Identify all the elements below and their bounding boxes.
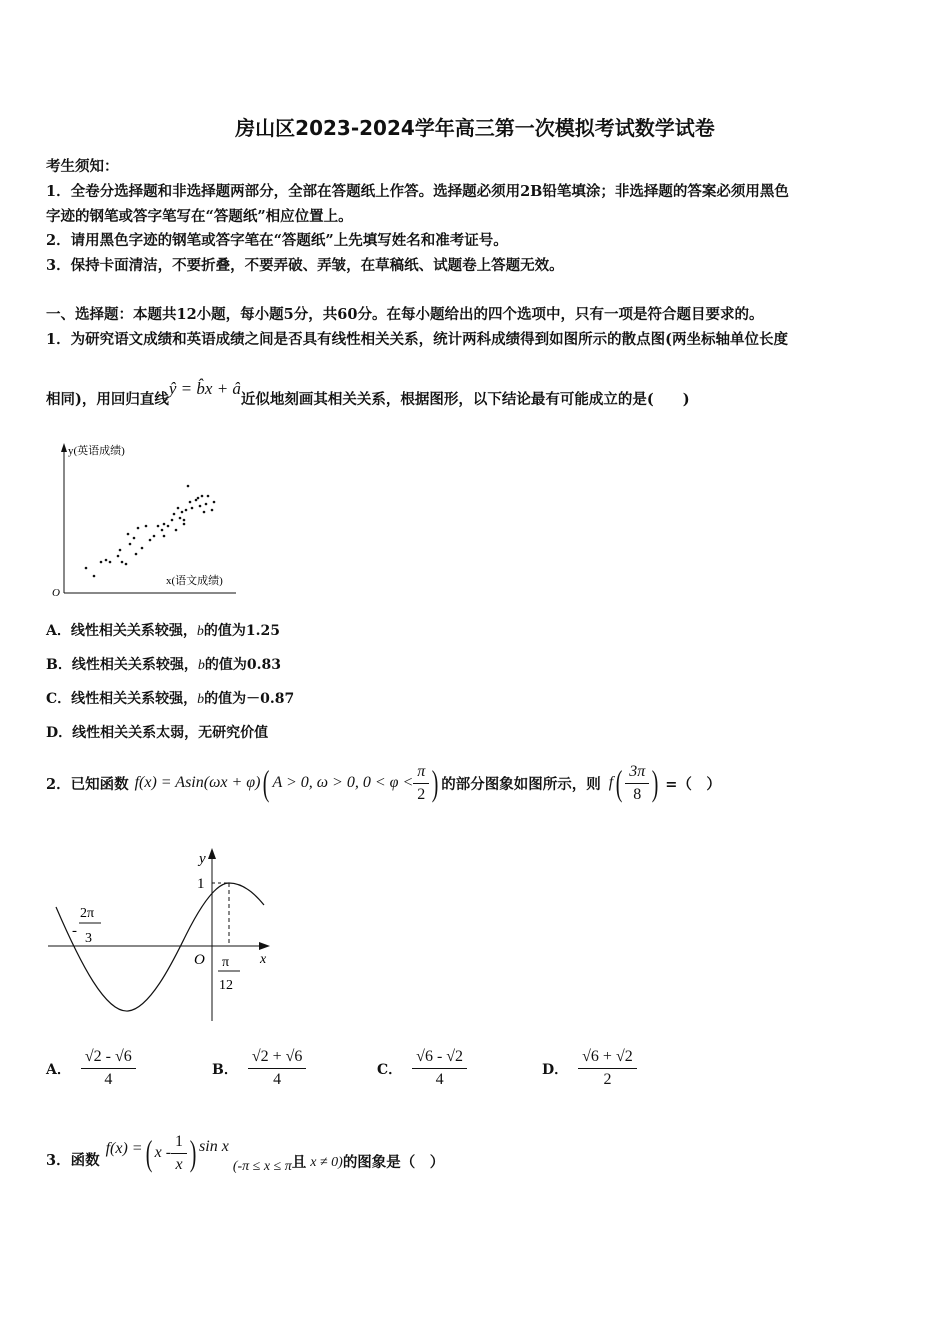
q1-scatter-point	[187, 485, 190, 488]
q1-scatter-point	[100, 561, 103, 564]
q2-tick1-num: 2π	[80, 906, 95, 921]
q2-arg-num: 3π	[625, 763, 649, 784]
q2-option-a-letter: A．	[46, 1061, 71, 1078]
q2-origin: O	[194, 952, 205, 968]
q2-option-c-num: √6 - √2	[412, 1048, 467, 1069]
q3-stem-post: 的图象是（ ）	[342, 1153, 445, 1171]
q2-y-arrow	[208, 848, 216, 859]
q1-scatter-point	[161, 529, 164, 532]
q1-scatter-point	[205, 503, 208, 506]
q1-scatter-point	[163, 523, 166, 526]
q2-option-c-frac	[412, 1048, 467, 1089]
q1-y-arrow	[61, 443, 67, 452]
q2-option-d-den: 2	[603, 1071, 612, 1088]
q1-option-c-value: 的值为－0.87	[204, 691, 295, 707]
q2-neg-sign: -	[72, 923, 77, 939]
q1-option-c[interactable]	[46, 688, 294, 708]
q1-ylabel: y(英语成绩)	[68, 445, 125, 457]
q2-cond-den: 2	[417, 785, 426, 803]
q1-xlabel: x(语文成绩)	[166, 575, 223, 587]
q1-option-c-letter: C．	[46, 691, 72, 707]
q1-scatter-point	[157, 525, 160, 528]
q1-option-d-letter: D．	[46, 725, 73, 741]
q1-option-d-text: 线性相关关系太弱，无研究价值	[72, 725, 269, 741]
q2-func: f(x) = Asin(ωx + φ)	[134, 774, 261, 791]
q2-option-a-den: 4	[104, 1071, 113, 1088]
q2-option-d-num: √6 + √2	[578, 1048, 637, 1069]
q1-scatter-point	[145, 525, 148, 528]
q1-option-b[interactable]	[46, 654, 281, 674]
q1-option-d[interactable]	[46, 722, 268, 742]
q1-scatter-point	[125, 563, 128, 566]
q1-scatter-point	[121, 561, 124, 564]
q2-option-b[interactable]	[212, 1048, 306, 1089]
q1-scatter-point	[183, 519, 186, 522]
q2-arg-paren-open: (	[615, 763, 623, 803]
q1-scatter-plot	[46, 438, 246, 603]
q1-scatter-point	[181, 511, 184, 514]
q2-option-c[interactable]	[377, 1048, 467, 1089]
q1-option-a-var: b	[196, 624, 204, 639]
q2-stem-mid: 的部分图象如图所示，则	[441, 775, 601, 793]
q1-scatter-point	[119, 549, 122, 552]
q2-option-c-den: 4	[435, 1071, 444, 1088]
q3-paren-close: )	[189, 1133, 197, 1173]
q1-scatter-point	[153, 535, 156, 538]
q2-f: f	[608, 774, 614, 791]
q2-cond-frac	[413, 763, 429, 804]
q1-scatter-point	[211, 509, 214, 512]
q1-scatter-point	[141, 547, 144, 550]
q2-one-label: 1	[197, 876, 205, 892]
q1-scatter-point	[195, 499, 198, 502]
q1-scatter-point	[137, 527, 140, 530]
notice-item-2: 2．请用黑色字迹的钢笔或答字笔在“答题纸”上先填写姓名和准考证号。	[46, 232, 508, 249]
q2-x-arrow	[259, 942, 270, 950]
q3-f: f(x) =	[105, 1140, 143, 1157]
q1-scatter-point	[185, 509, 188, 512]
q2-arg-den: 8	[633, 785, 642, 803]
q1-scatter-point	[191, 507, 194, 510]
q2-cond: A > 0, ω > 0, 0 < φ <	[272, 774, 414, 791]
q1-scatter-point	[135, 553, 138, 556]
q1-scatter-point	[171, 519, 174, 522]
q1-option-b-text: 线性相关关系较强，	[71, 657, 198, 673]
q2-option-a[interactable]	[46, 1048, 136, 1089]
q1-scatter-point	[203, 511, 206, 514]
q2-stem	[46, 758, 721, 808]
q1-scatter-point	[179, 517, 182, 520]
q1-scatter-point	[93, 575, 96, 578]
q1-stem-post: 近似地刻画其相关关系，根据图形，以下结论最有可能成立的是( )	[240, 391, 690, 408]
q1-option-c-text: 线性相关关系较强，	[71, 691, 198, 707]
q1-scatter-point	[167, 525, 170, 528]
q1-scatter-point	[129, 543, 132, 546]
notice-item-1a: 1．全卷分选择题和非选择题两部分，全部在答题纸上作答。选择题必须用2B铅笔填涂；非选择题的答案必须用黑色	[46, 183, 789, 200]
q2-tick2-num: π	[222, 955, 230, 970]
q2-option-b-letter: B．	[212, 1061, 238, 1078]
q1-stem-pre: 相同)，用回归直线	[46, 391, 169, 408]
q3-frac	[171, 1133, 187, 1174]
q2-x-label: x	[260, 952, 267, 967]
q2-option-b-num: √2 + √6	[248, 1048, 307, 1069]
q1-option-b-var: b	[197, 658, 205, 673]
q3-paren-open: (	[145, 1133, 152, 1173]
q3-stem-pre: 3．函数	[46, 1151, 100, 1169]
q1-option-a-text: 线性相关关系较强，	[70, 623, 197, 639]
q1-regression-eq: ŷ = b̂x + â	[168, 379, 241, 398]
q2-arg-paren-close: )	[651, 763, 659, 803]
q3-and: 且	[291, 1153, 307, 1171]
q1-option-b-value: 的值为0.83	[204, 657, 281, 673]
q1-option-a[interactable]	[46, 620, 280, 640]
q1-scatter-point	[177, 507, 180, 510]
q3-stem	[46, 1132, 444, 1186]
q2-tick2-den: 12	[219, 978, 233, 993]
q1-scatter-point	[149, 539, 152, 542]
q2-option-d-frac	[578, 1048, 637, 1089]
q1-scatter-point	[173, 513, 176, 516]
q1-scatter-point	[199, 505, 202, 508]
q2-stem-post: =（ ）	[665, 775, 721, 793]
q3-domain: (-π ≤ x ≤ π	[232, 1159, 292, 1174]
q2-option-c-letter: C．	[377, 1061, 403, 1078]
q1-scatter-point	[213, 501, 216, 504]
page-title: 房山区2023-2024学年高三第一次模拟考试数学试卷	[235, 116, 715, 140]
q2-option-d[interactable]	[542, 1048, 637, 1089]
q1-scatter-point	[85, 567, 88, 570]
q2-option-b-frac	[248, 1048, 307, 1089]
q2-sine-graph	[46, 845, 276, 1025]
q1-scatter-point	[105, 559, 108, 562]
notice-item-1b: 字迹的钢笔或答字笔写在“答题纸”相应位置上。	[46, 208, 353, 225]
q3-frac-num: 1	[171, 1133, 187, 1154]
q1-scatter-point	[207, 495, 210, 498]
q2-y-label: y	[199, 851, 206, 867]
q2-tick1-den: 3	[85, 931, 92, 946]
q1-option-b-letter: B．	[46, 657, 72, 673]
notice-item-3: 3．保持卡面清洁，不要折叠，不要弄破、弄皱，在草稿纸、试题卷上答题无效。	[46, 257, 564, 274]
q1-scatter-point	[163, 535, 166, 538]
q1-scatter-point	[201, 495, 204, 498]
q3-frac-den: x	[175, 1155, 183, 1173]
q1-stem-line1: 1．为研究语文成绩和英语成绩之间是否具有线性相关关系，统计两科成绩得到如图所示的散点图(两坐标轴单位长度	[46, 331, 788, 348]
q1-option-c-var: b	[197, 692, 205, 707]
q1-scatter-point	[127, 533, 130, 536]
q2-option-a-num: √2 - √6	[81, 1048, 136, 1069]
q2-option-d-letter: D．	[542, 1061, 569, 1078]
q1-scatter-point	[109, 561, 112, 564]
q2-stem-pre: 2．已知函数	[46, 775, 129, 793]
q1-scatter-point	[117, 555, 120, 558]
q2-paren-open: (	[263, 763, 270, 803]
q3-x: x -	[154, 1144, 172, 1161]
q2-option-a-frac	[81, 1048, 136, 1089]
q1-scatter-point	[183, 523, 186, 526]
q2-paren-close: )	[431, 763, 439, 803]
q1-origin: O	[52, 587, 60, 599]
q1-scatter-point	[189, 501, 192, 504]
q3-domain2: x ≠ 0)	[310, 1155, 343, 1170]
q1-scatter-point	[175, 529, 178, 532]
q2-arg-frac	[625, 763, 649, 804]
q3-sin: sin x	[199, 1138, 229, 1155]
q2-option-b-den: 4	[273, 1071, 282, 1088]
notice-heading: 考生须知：	[46, 158, 119, 175]
q1-option-a-letter: A．	[46, 623, 71, 639]
q1-scatter-point	[197, 497, 200, 500]
q2-cond-num: π	[413, 763, 429, 784]
q1-stem-line2	[46, 379, 690, 409]
q1-option-a-value: 的值为1.25	[203, 623, 280, 639]
q1-scatter-point	[133, 537, 136, 540]
section-heading: 一、选择题：本题共12小题，每小题5分，共60分。在每小题给出的四个选项中，只有一项是符合题目要求的。	[46, 306, 764, 323]
